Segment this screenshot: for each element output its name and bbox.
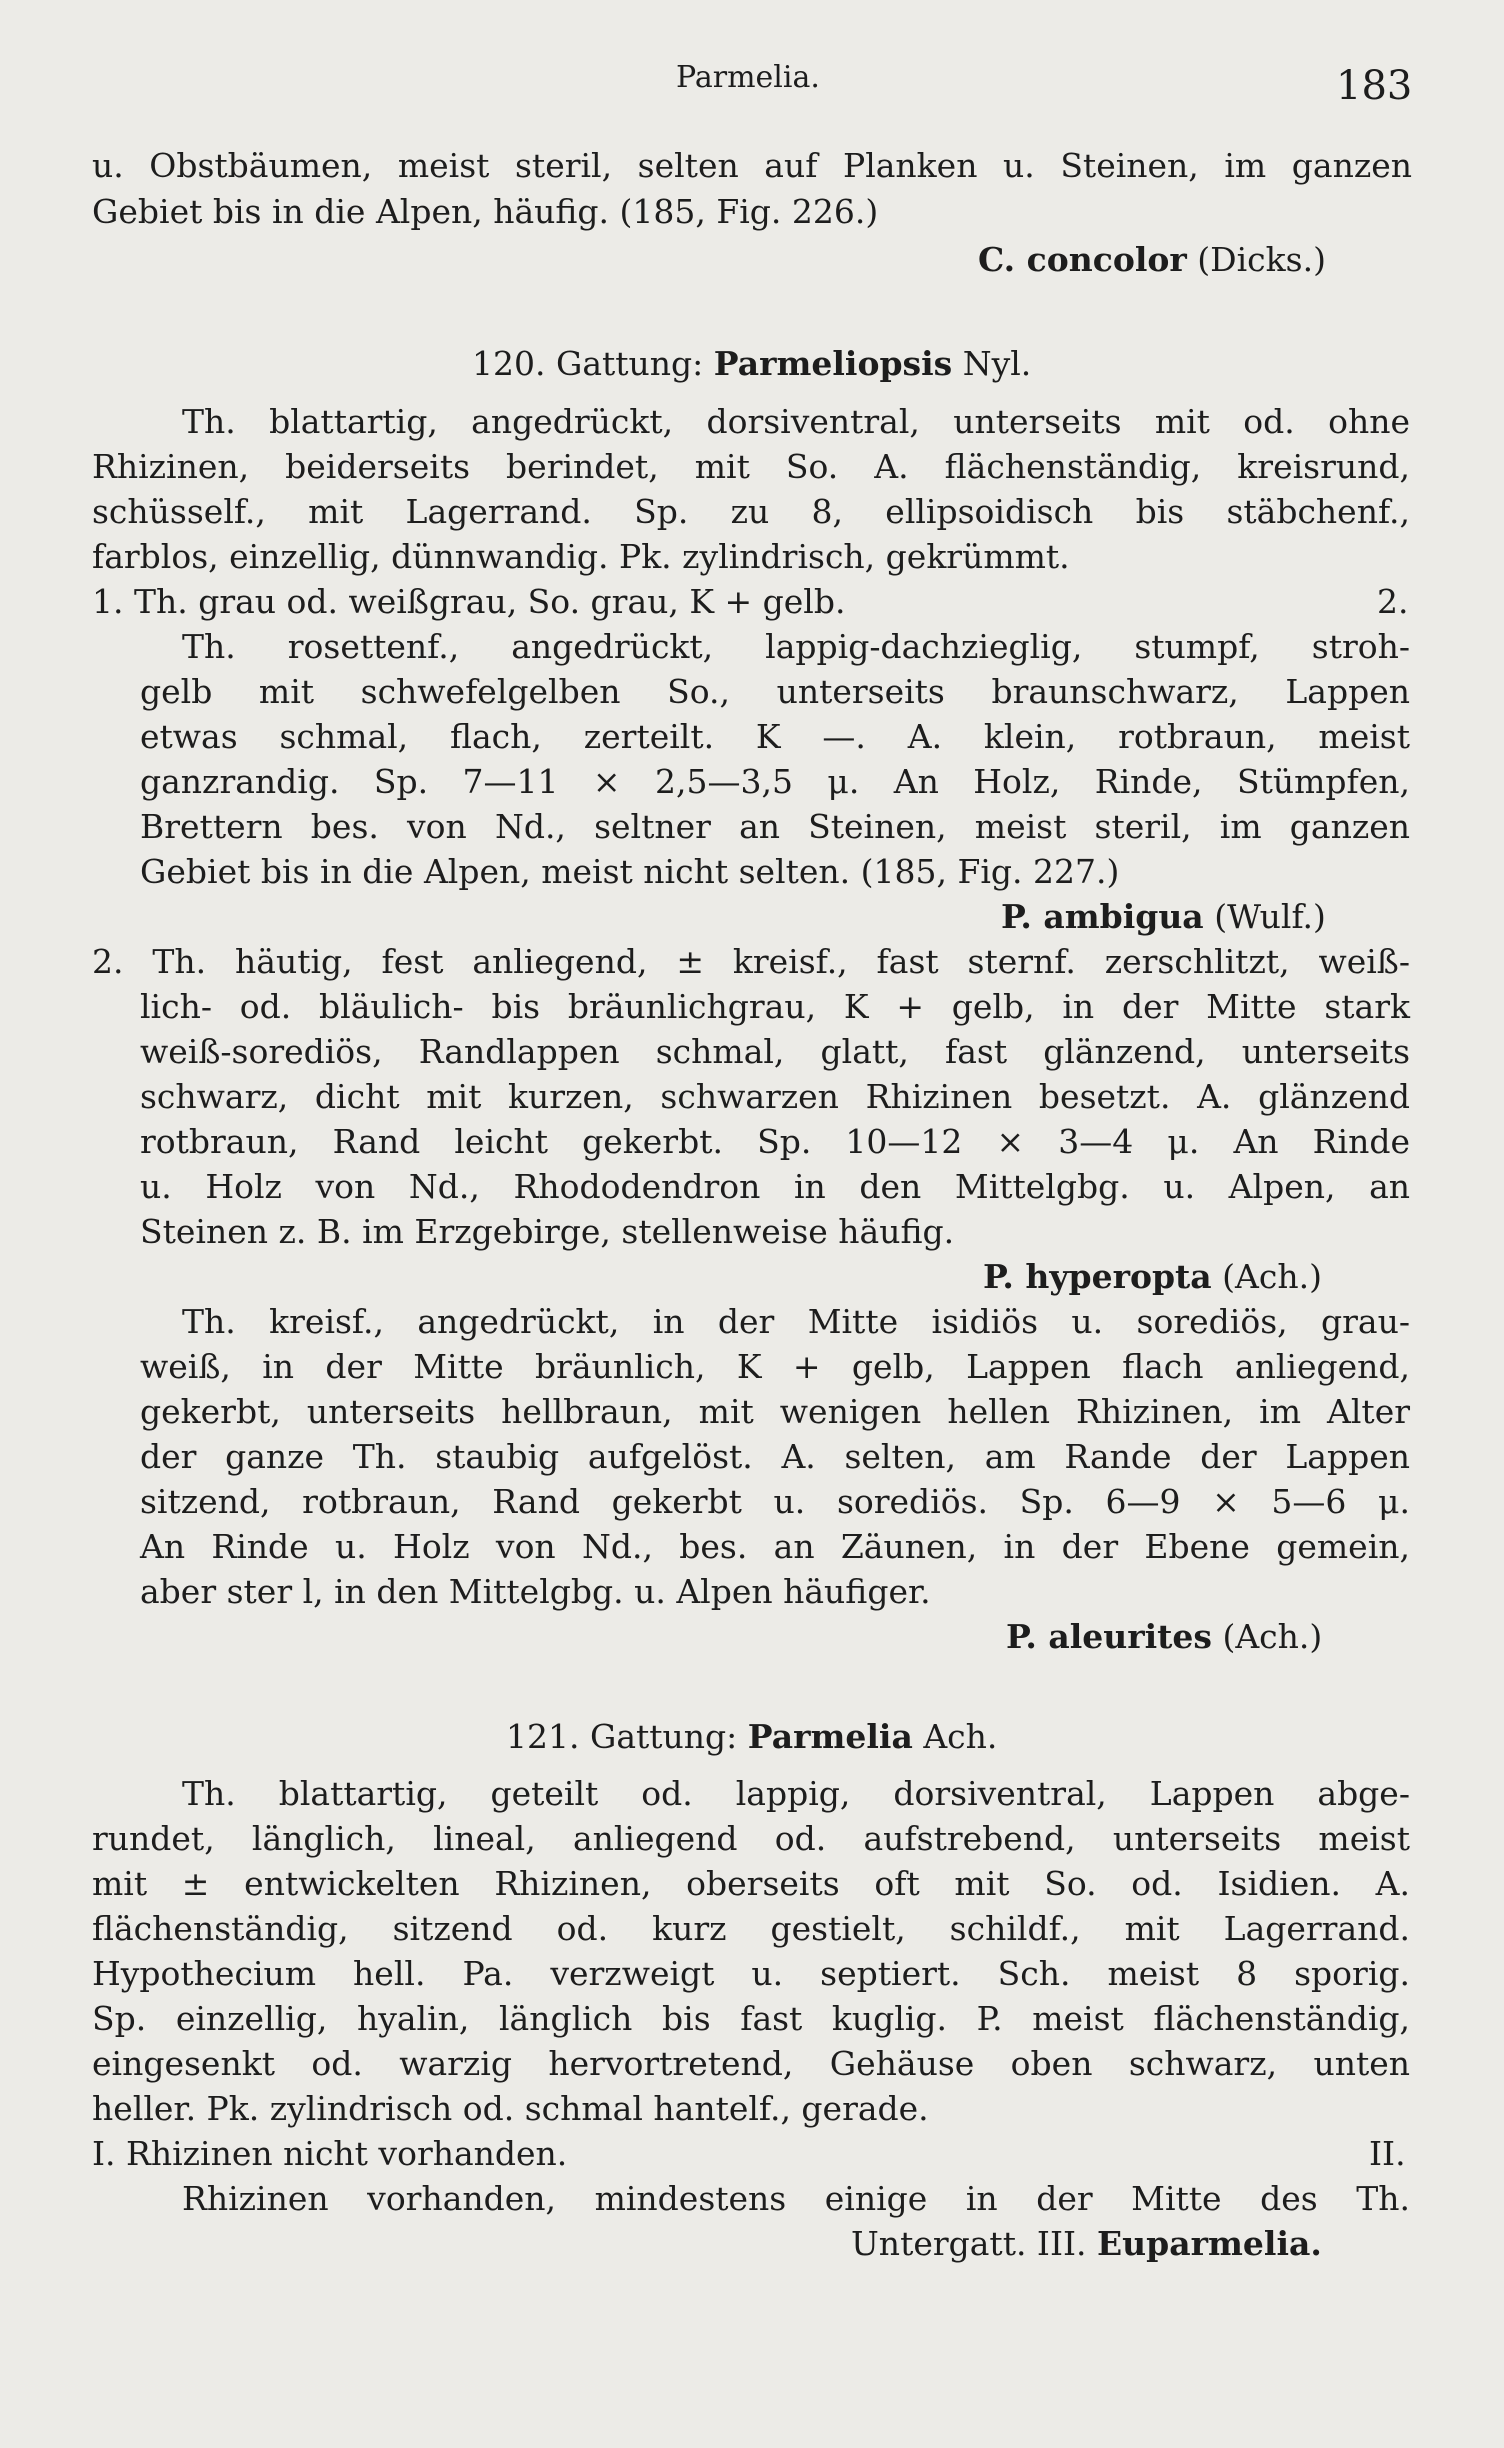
text-line-content: u. Obstbäumen, meist steril, selten auf Planken u. Steinen, im ganzen — [92, 146, 1412, 185]
text-line — [0, 940, 1504, 984]
text-line — [0, 1997, 1504, 2041]
text-line — [0, 1480, 1504, 1524]
text-line-content: eingesenkt od. warzig hervortretend, Gehäuse oben schwarz, unten — [92, 2044, 1410, 2083]
text-line — [0, 490, 1504, 534]
text-line-content: heller. Pk. zylindrisch od. schmal hantelf., gerade. — [92, 2089, 929, 2128]
text-line-content: 2. — [1377, 582, 1409, 621]
text-line-content: Untergatt. III. Euparmelia. — [851, 2224, 1322, 2263]
text-line — [0, 850, 1504, 894]
text-line — [0, 535, 1504, 579]
text-line — [0, 238, 1504, 282]
text-line — [0, 400, 1504, 444]
text-line-content: 121. Gattung: Parmelia Ach. — [506, 1717, 998, 1756]
text-line — [0, 985, 1504, 1029]
text-line-content: 2. Th. häutig, fest anliegend, ± kreisf., fast sternf. zerschlitzt, weiß- — [92, 942, 1410, 981]
text-line — [0, 1255, 1504, 1299]
text-line — [0, 1300, 1504, 1344]
text-line — [0, 1952, 1504, 1996]
text-line-content: schwarz, dicht mit kurzen, schwarzen Rhizinen besetzt. A. glänzend — [140, 1077, 1410, 1116]
taxon-name: P. hyperopta — [983, 1257, 1212, 1296]
text-line-content: Th. blattartig, angedrückt, dorsiventral, unterseits mit od. ohne — [182, 402, 1410, 441]
text-line — [0, 1030, 1504, 1074]
text-line — [0, 1570, 1504, 1614]
text-line — [0, 2042, 1504, 2086]
text-line — [0, 1390, 1504, 1434]
text-line-content: farblos, einzellig, dünnwandig. Pk. zylindrisch, gekrümmt. — [92, 537, 1070, 576]
text-line — [0, 1862, 1504, 1906]
text-line — [0, 805, 1504, 849]
text-line-content: lich- od. bläulich- bis bräunlichgrau, K + gelb, in der Mitte stark — [140, 987, 1410, 1026]
text-line-content: An Rinde u. Holz von Nd., bes. an Zäunen, in der Ebene gemein, — [140, 1527, 1410, 1566]
text-line-content: Gebiet bis in die Alpen, häufig. (185, Fig. 226.) — [92, 192, 879, 231]
taxon-name: Euparmelia. — [1097, 2224, 1322, 2263]
text-line — [0, 1435, 1504, 1479]
text-line-content: Rhizinen, beiderseits berindet, mit So. A. flächenständig, kreisrund, — [92, 447, 1410, 486]
text-line-content: II. — [1369, 2134, 1406, 2173]
text-line-content: weiß, in der Mitte bräunlich, K + gelb, Lappen flach anliegend, — [140, 1347, 1410, 1386]
text-line-content: Brettern bes. von Nd., seltner an Steinen, meist steril, im ganzen — [140, 807, 1410, 846]
text-line-content: Sp. einzellig, hyalin, länglich bis fast kuglig. P. meist flächenständig, — [92, 1999, 1410, 2038]
text-line-content: ganzrandig. Sp. 7—11 × 2,5—3,5 μ. An Holz, Rinde, Stümpfen, — [140, 762, 1410, 801]
text-line-content: Gebiet bis in die Alpen, meist nicht selten. (185, Fig. 227.) — [140, 852, 1120, 891]
text-line — [0, 2177, 1504, 2221]
text-line-content: flächenständig, sitzend od. kurz gestielt, schildf., mit Lagerrand. — [92, 1909, 1410, 1948]
text-line — [0, 190, 1504, 234]
text-line-content: 1. Th. grau od. weißgrau, So. grau, K + gelb. — [92, 582, 846, 621]
text-line-content: gelb mit schwefelgelben So., unterseits braunschwarz, Lappen — [140, 672, 1410, 711]
text-line — [0, 1120, 1504, 1164]
text-line-content: weiß-sorediös, Randlappen schmal, glatt, fast glänzend, unterseits — [140, 1032, 1410, 1071]
text-line — [0, 670, 1504, 714]
text-line — [0, 580, 1504, 624]
text-line-content: C. concolor (Dicks.) — [978, 240, 1326, 279]
text-line-content: Th. kreisf., angedrückt, in der Mitte isidiös u. sorediös, grau- — [182, 1302, 1410, 1341]
text-line — [0, 715, 1504, 759]
text-line — [0, 144, 1504, 188]
taxon-name: Parmelia — [747, 1717, 913, 1756]
text-line-content: rotbraun, Rand leicht gekerbt. Sp. 10—12 × 3—4 μ. An Rinde — [140, 1122, 1410, 1161]
text-line — [0, 2132, 1504, 2176]
text-line — [0, 1817, 1504, 1861]
taxon-name: C. concolor — [978, 240, 1187, 279]
taxon-name: Parmeliopsis — [713, 344, 953, 383]
text-line — [0, 1210, 1504, 1254]
text-line-content: gekerbt, unterseits hellbraun, mit wenigen hellen Rhizinen, im Alter — [140, 1392, 1410, 1431]
text-line-content: Th. rosettenf., angedrückt, lappig-dachzieglig, stumpf, stroh- — [182, 627, 1410, 666]
text-line-content: schüsself., mit Lagerrand. Sp. zu 8, ellipsoidisch bis stäbchenf., — [92, 492, 1410, 531]
text-line-content: P. aleurites (Ach.) — [1006, 1617, 1323, 1656]
text-line-content: I. Rhizinen nicht vorhanden. — [92, 2134, 568, 2173]
text-line-content: Hypothecium hell. Pa. verzweigt u. septiert. Sch. meist 8 sporig. — [92, 1954, 1410, 1993]
running-title: Parmelia. — [676, 60, 820, 95]
text-line-content: sitzend, rotbraun, Rand gekerbt u. sorediös. Sp. 6—9 × 5—6 μ. — [140, 1482, 1410, 1521]
text-line — [0, 1165, 1504, 1209]
text-line — [0, 625, 1504, 669]
text-line-content: Rhizinen vorhanden, mindestens einige in der Mitte des Th. — [182, 2179, 1410, 2218]
text-line — [0, 895, 1504, 939]
text-line — [0, 1907, 1504, 1951]
text-line-content: 120. Gattung: Parmeliopsis Nyl. — [472, 344, 1032, 383]
text-line-content: der ganze Th. staubig aufgelöst. A. selten, am Rande der Lappen — [140, 1437, 1410, 1476]
text-line — [0, 760, 1504, 804]
text-line — [0, 1715, 1504, 1759]
text-line-content: P. ambigua (Wulf.) — [1001, 897, 1326, 936]
text-line — [0, 1615, 1504, 1659]
text-line — [0, 1075, 1504, 1119]
text-line — [0, 2087, 1504, 2131]
taxon-name: P. ambigua — [1001, 897, 1204, 936]
text-line-content: mit ± entwickelten Rhizinen, oberseits oft mit So. od. Isidien. A. — [92, 1864, 1410, 1903]
taxon-name: P. aleurites — [1006, 1617, 1212, 1656]
text-line-content: Steinen z. B. im Erzgebirge, stellenweise häufig. — [140, 1212, 955, 1251]
page-number: 183 — [1336, 63, 1413, 109]
text-line — [0, 2222, 1504, 2266]
text-line-content: rundet, länglich, lineal, anliegend od. aufstrebend, unterseits meist — [92, 1819, 1410, 1858]
text-line-content: P. hyperopta (Ach.) — [983, 1257, 1322, 1296]
text-line-content: etwas schmal, flach, zerteilt. K —. A. klein, rotbraun, meist — [140, 717, 1410, 756]
text-line-content: u. Holz von Nd., Rhododendron in den Mittelgbg. u. Alpen, an — [140, 1167, 1410, 1206]
text-line-content: Th. blattartig, geteilt od. lappig, dorsiventral, Lappen abge- — [182, 1774, 1410, 1813]
text-line — [0, 342, 1504, 386]
text-line — [0, 445, 1504, 489]
text-line-content: aber ster l, in den Mittelgbg. u. Alpen häufiger. — [140, 1572, 931, 1611]
text-line — [0, 1772, 1504, 1816]
text-line — [0, 1525, 1504, 1569]
text-line — [0, 1345, 1504, 1389]
